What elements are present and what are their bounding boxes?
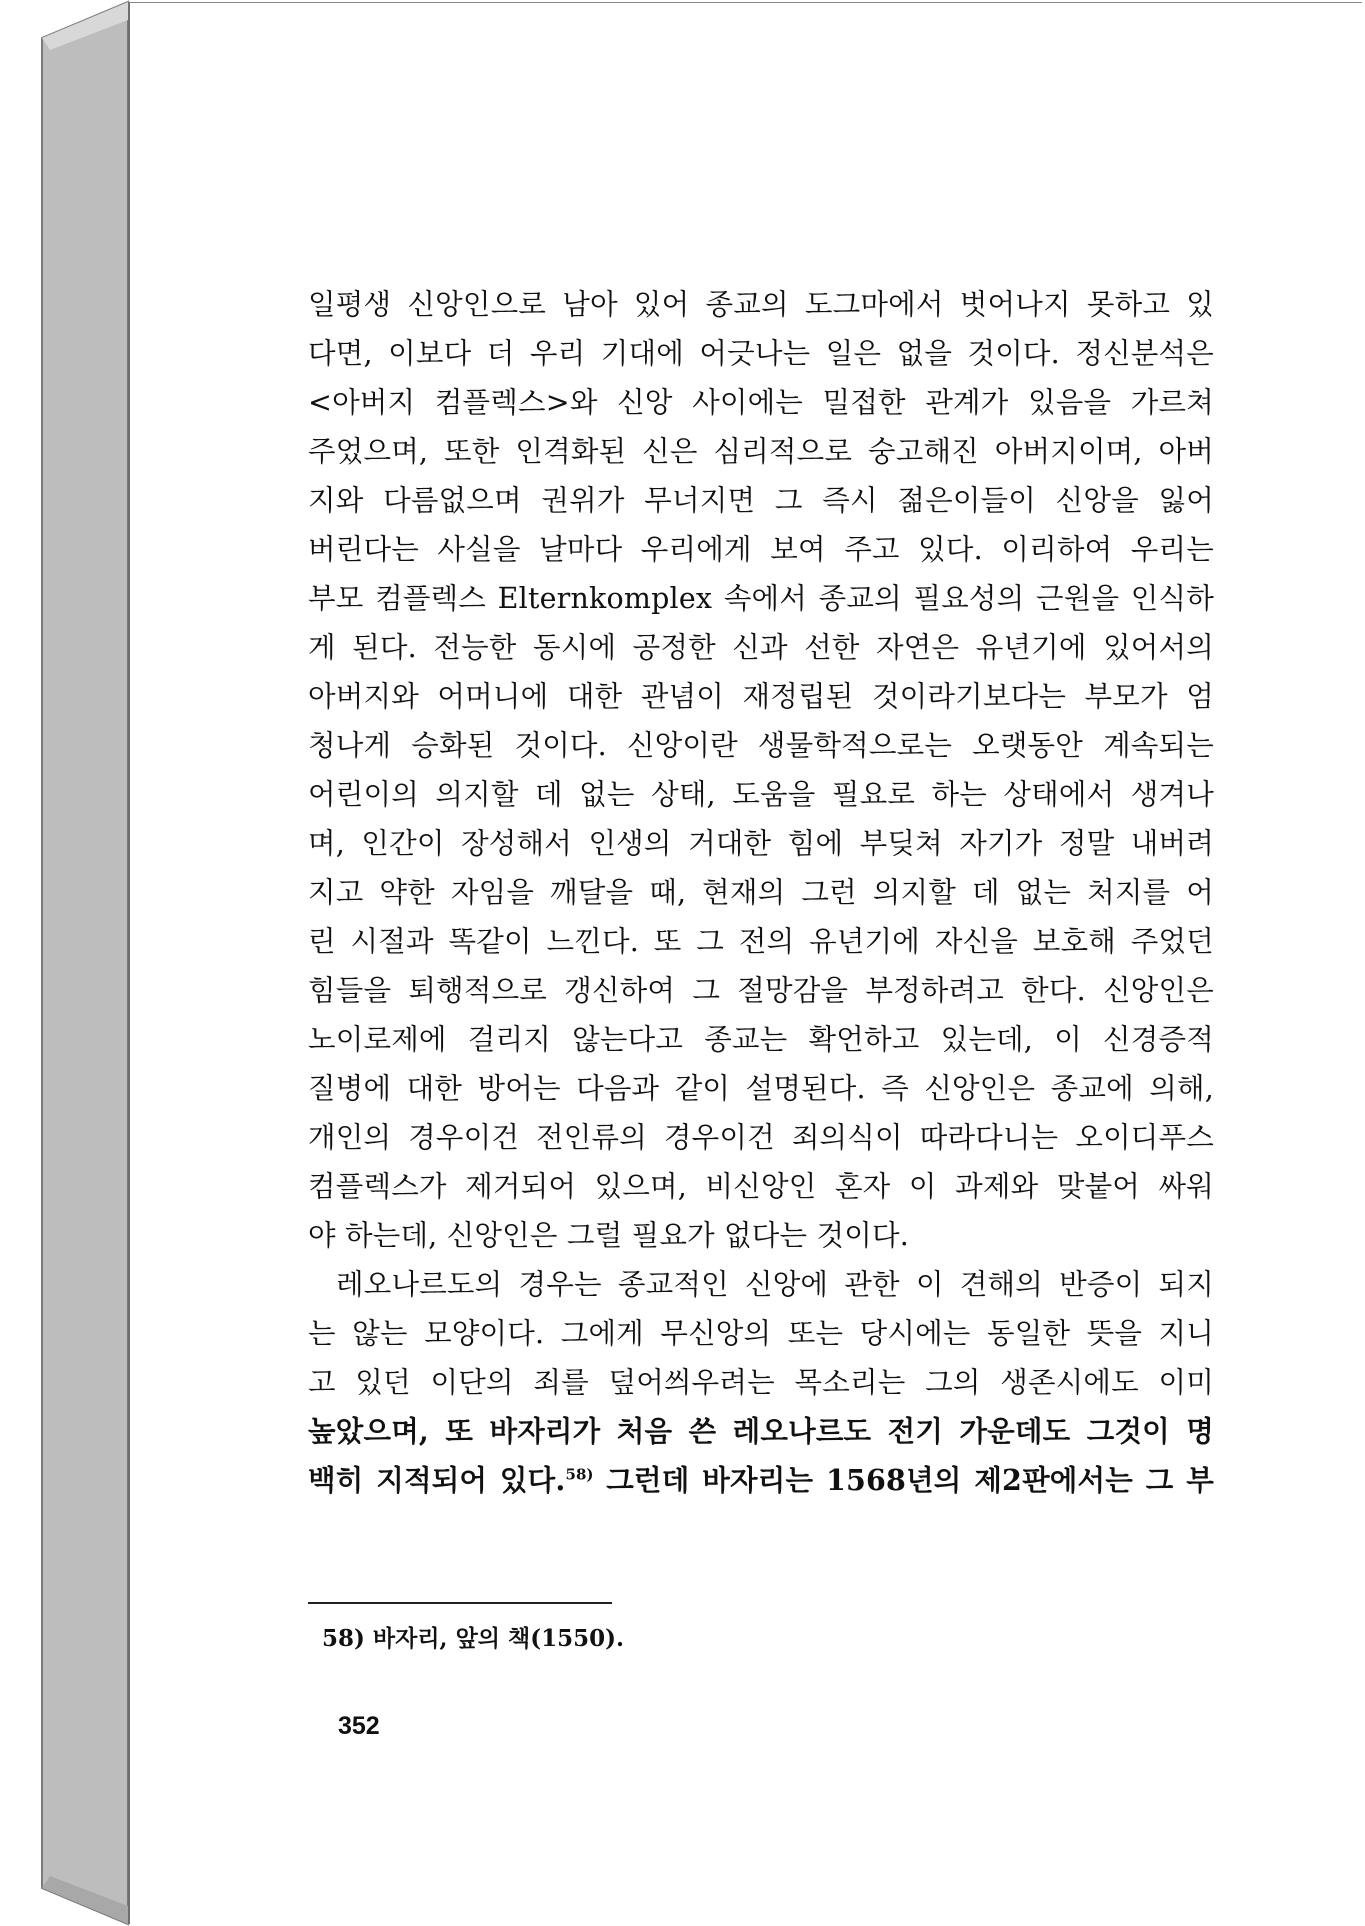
footnote-marker: 58) <box>565 1465 594 1484</box>
text-segment: 백히 지적되어 있다. <box>308 1463 566 1497</box>
text-line: 청나게 승화된 것이다. 신앙이란 생물학적으로는 오랫동안 계속되는 <box>308 729 1214 762</box>
text-line: 린 시절과 똑같이 느낀다. 또 그 전의 유년기에 자신을 보호해 주었던 <box>308 925 1214 958</box>
text-line: 버린다는 사실을 날마다 우리에게 보여 주고 있다. 이리하여 우리는 <box>308 533 1214 566</box>
text-line: 지와 다름없으며 권위가 무너지면 그 즉시 젊은이들이 신앙을 잃어 <box>308 484 1214 517</box>
text-line: 어린이의 의지할 데 없는 상태, 도움을 필요로 하는 상태에서 생겨나 <box>308 778 1214 811</box>
text-line: 야 하는데, 신앙인은 그럴 필요가 없다는 것이다. <box>308 1219 909 1252</box>
text-line: 며, 인간이 장성해서 인생의 거대한 힘에 부딪쳐 자기가 정말 내버려 <box>308 827 1214 860</box>
body-text <box>308 280 1214 1505</box>
text-line: 고 있던 이단의 죄를 덮어씌우려는 목소리는 그의 생존시에도 이미 <box>308 1366 1214 1399</box>
text-line: 레오나르도의 경우는 종교적인 신앙에 관한 이 견해의 반증이 되지 <box>336 1268 1214 1301</box>
text-line: <아버지 컴플렉스>와 신앙 사이에는 밀접한 관계가 있음을 가르쳐 <box>308 386 1214 419</box>
text-line: 일평생 신앙인으로 남아 있어 종교의 도그마에서 벗어나지 못하고 있 <box>308 288 1214 321</box>
text-line-with-footnote <box>308 1456 1214 1505</box>
text-line: 게 된다. 전능한 동시에 공정한 신과 선한 자연은 유년기에 있어서의 <box>308 631 1214 664</box>
footnote-divider <box>308 1602 612 1604</box>
text-line: 높았으며, 또 바자리가 처음 쓴 레오나르도 전기 가운데도 그것이 명 <box>308 1414 1214 1448</box>
footnote: 58) 바자리, 앞의 책(1550). <box>322 1625 625 1652</box>
page-number: 352 <box>338 1712 380 1740</box>
text-segment: 그런데 바자리는 1568년의 제2판에서는 그 부 <box>606 1463 1215 1497</box>
text-line: 부모 컴플렉스 Elternkomplex 속에서 종교의 필요성의 근원을 인식하 <box>308 582 1214 615</box>
text-line: 질병에 대한 방어는 다음과 같이 설명된다. 즉 신앙인은 종교에 의해, <box>308 1072 1214 1105</box>
text-line: 다면, 이보다 더 우리 기대에 어긋나는 일은 없을 것이다. 정신분석은 <box>308 337 1214 370</box>
text-line: 개인의 경우이건 전인류의 경우이건 죄의식이 따라다니는 오이디푸스 <box>308 1121 1214 1154</box>
text-line: 는 않는 모양이다. 그에게 무신앙의 또는 당시에는 동일한 뜻을 지니 <box>308 1317 1214 1350</box>
text-line: 아버지와 어머니에 대한 관념이 재정립된 것이라기보다는 부모가 엄 <box>308 680 1214 713</box>
text-line: 주었으며, 또한 인격화된 신은 심리적으로 숭고해진 아버지이며, 아버 <box>308 435 1214 468</box>
text-line: 노이로제에 걸리지 않는다고 종교는 확언하고 있는데, 이 신경증적 <box>308 1023 1214 1056</box>
text-line: 힘들을 퇴행적으로 갱신하여 그 절망감을 부정하려고 한다. 신앙인은 <box>308 974 1214 1007</box>
text-line: 컴플렉스가 제거되어 있으며, 비신앙인 혼자 이 과제와 맞붙어 싸워 <box>308 1170 1214 1203</box>
text-line: 지고 약한 자임을 깨달을 때, 현재의 그런 의지할 데 없는 처지를 어 <box>308 876 1214 909</box>
